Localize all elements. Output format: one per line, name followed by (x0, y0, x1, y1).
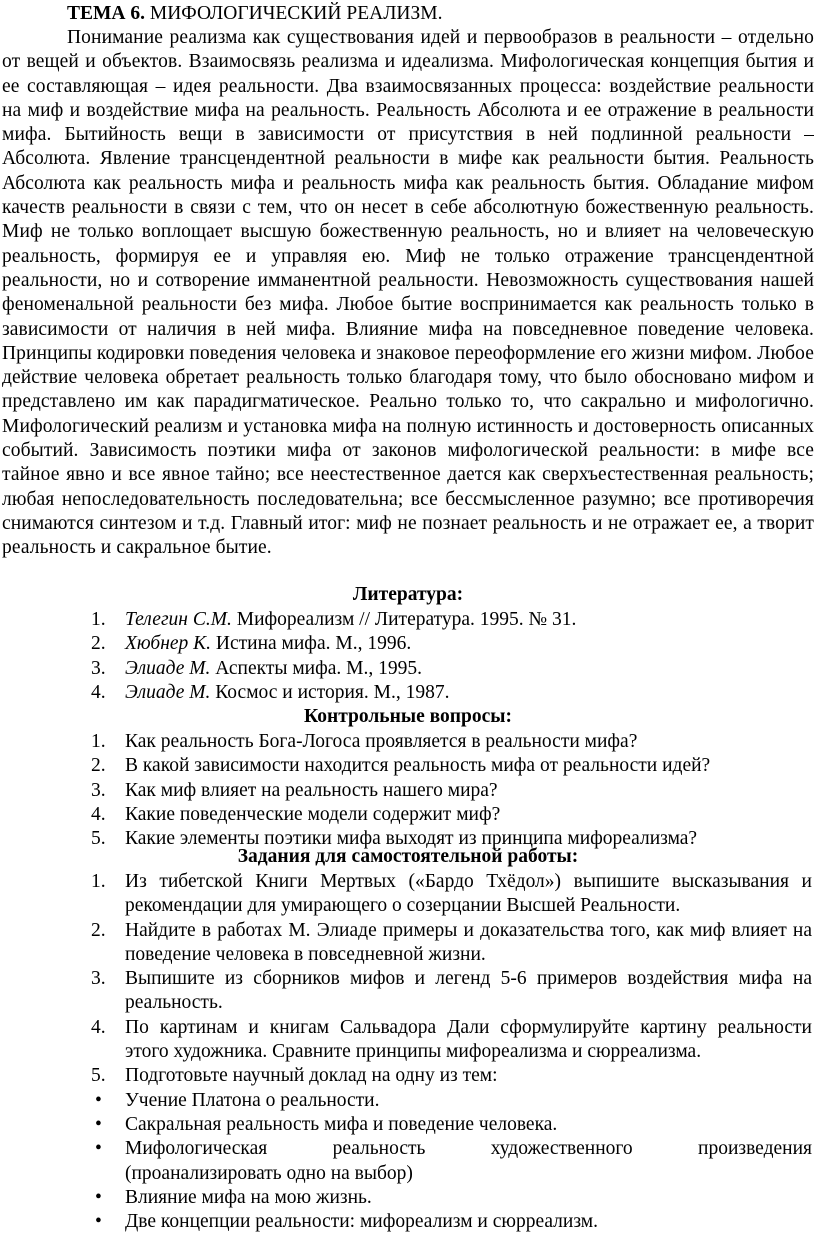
list-item (0, 779, 816, 803)
bullet-item (0, 1137, 816, 1186)
item-text: Как реальность Бога-Логоса проявляется в реальности мифа? (125, 731, 638, 752)
item-text: Аспекты мифа. М., 1995. (215, 657, 422, 679)
page-title (67, 2, 442, 26)
item-text: В какой зависимости находится реальность мифа от реальности идей? (125, 755, 711, 777)
item-number: 5. (91, 828, 106, 850)
item-number: 3. (91, 968, 106, 990)
list-item (0, 870, 816, 919)
list-item (0, 1064, 816, 1088)
item-text: Две концепции реальности: мифореализм и сюрреализм. (125, 1211, 598, 1233)
list-item (0, 919, 816, 968)
item-number: 5. (91, 1065, 106, 1087)
list-item (0, 967, 816, 1016)
item-number: 3. (91, 657, 106, 679)
item-text: Космос и история. М., 1987. (215, 681, 450, 703)
title-prefix: ТЕМА 6. (67, 3, 145, 24)
item-text: Как миф влияет на реальность нашего мира? (125, 779, 498, 801)
bullet-item (0, 1089, 816, 1113)
literature-list (0, 608, 816, 705)
item-text: Учение Платона о реальности. (125, 1089, 380, 1111)
item-text: Истина мифа. М., 1996. (215, 633, 412, 655)
list-item (0, 803, 816, 827)
list-item (0, 730, 816, 754)
item-text: Выпишите из сборников мифов и легенд 5-6 примеров воздействия мифа на реальность. (125, 968, 812, 1014)
bullet-icon: • (95, 1138, 102, 1160)
title-text: МИФОЛОГИЧЕСКИЙ РЕАЛИЗМ. (149, 3, 443, 24)
item-author: Элиаде М. (125, 657, 211, 679)
item-text: Какие элементы поэтики мифа выходят из принципа мифореализма? (125, 828, 698, 850)
item-author: Телегин С.М. (125, 609, 232, 630)
item-author: Хюбнер К. (125, 633, 211, 655)
item-number: 1. (91, 731, 106, 752)
item-number: 2. (91, 919, 106, 941)
bullet-icon: • (95, 1089, 102, 1111)
tasks-list (0, 870, 816, 1234)
tasks-heading: Задания для самостоятельной работы: (237, 846, 579, 867)
item-number: 3. (91, 779, 106, 801)
item-text: Из тибетской Книги Мертвых («Бардо Тхёдол») выпишите высказывания и рекомендации для умирающего о созерцании Высшей Реальности. (125, 871, 812, 917)
literature-heading: Литература: (352, 584, 464, 605)
item-text: Найдите в работах М. Элиаде примеры и доказательства того, как миф влияет на поведение человека в повседневной жизни. (125, 919, 812, 965)
list-item (0, 608, 816, 632)
item-number: 1. (91, 871, 106, 892)
bullet-icon: • (95, 1211, 102, 1233)
list-item (0, 681, 816, 705)
item-author: Элиаде М. (125, 681, 211, 703)
item-number: 4. (91, 681, 106, 703)
intro-paragraph: Понимание реализма как существования идей и первообразов в реальности – отдельно от вещей и объектов. Взаимосвязь реализма и идеализма. Мифологическая концепция бытия и ее составляющая – идея реальности. Два взаимосвязанных процесса: воздействие реальности на миф и воздействие мифа на реальность. Реальность Абсолюта и ее отражение в реальности мифа. Бытийность вещи в зависимости от присутствия в ней подлинной реальности – Абсолюта. Явление трансцендентной реальности в мифе как реальности бытия. Реальность Абсолюта как реальность мифа и реальность мифа как реальность бытия. Обладание мифом качеств реальности в связи с тем, что он несет в себе абсолютную божественную реальность. Миф не только воплощает высшую божественную реальность, но и влияет на человеческую реальность, формируя ее и управляя ею. Миф не только отражение трансцендентной реальности, но и сотворение имманентной реальности. Невозможность существования нашей феноменальной реальности без мифа. Любое бытие воспринимается как реальность только в зависимости от наличия в ней мифа. Влияние мифа на повседневное поведение человека. Принципы кодировки поведения человека и знаковое переоформление его жизни мифом. Любое действие человека обретает реальность только благодаря тому, что было обосновано мифом и представлено им как парадигматическое. Реально только то, что сакрально и мифологично. Мифологический реализм и установка мифа на полную истинность и достоверность описанных событий. Зависимость поэтики мифа от законов мифологической реальности: в мифе все тайное явно и все явное тайно; все неестественное дается как сверхъестественная реальность; любая непоследовательность последовательна; все бессмысленное разумно; все противоречия снимаются синтезом и т.д. Главный итог: миф не познает реальность и не отражает ее, а творит реальность и сакральное бытие. (2, 27, 815, 559)
list-item (0, 1016, 816, 1065)
questions-list (0, 730, 816, 851)
bullet-icon: • (95, 1113, 102, 1135)
item-number: 2. (91, 633, 106, 655)
item-text: По картинам и книгам Сальвадора Дали сформулируйте картину реальности этого художника. Сравните принципы мифореализма и сюрреализма. (125, 1016, 812, 1063)
item-text: Подготовьте научный доклад на одну из тем: (125, 1065, 498, 1087)
item-number: 2. (91, 755, 106, 777)
list-item (0, 632, 816, 656)
item-text: Какие поведенческие модели содержит миф? (125, 803, 501, 825)
item-number: 4. (91, 803, 106, 825)
item-text: Мифологическая реальность художественного произведения (125, 1138, 812, 1160)
item-number: 1. (91, 609, 106, 630)
questions-heading: Контрольные вопросы: (304, 706, 512, 727)
bullet-item (0, 1210, 816, 1234)
bullet-item (0, 1186, 816, 1210)
list-item (0, 657, 816, 681)
bullet-item (0, 1113, 816, 1137)
list-item (0, 754, 816, 778)
item-text: Сакральная реальность мифа и поведение человека. (125, 1113, 558, 1135)
item-text: Влияние мифа на мою жизнь. (125, 1186, 372, 1208)
item-note: (проанализировать одно на выбор) (125, 1162, 413, 1184)
bullet-icon: • (95, 1186, 102, 1208)
item-number: 4. (91, 1016, 106, 1038)
item-text: Мифореализм // Литература. 1995. № 31. (236, 609, 577, 630)
